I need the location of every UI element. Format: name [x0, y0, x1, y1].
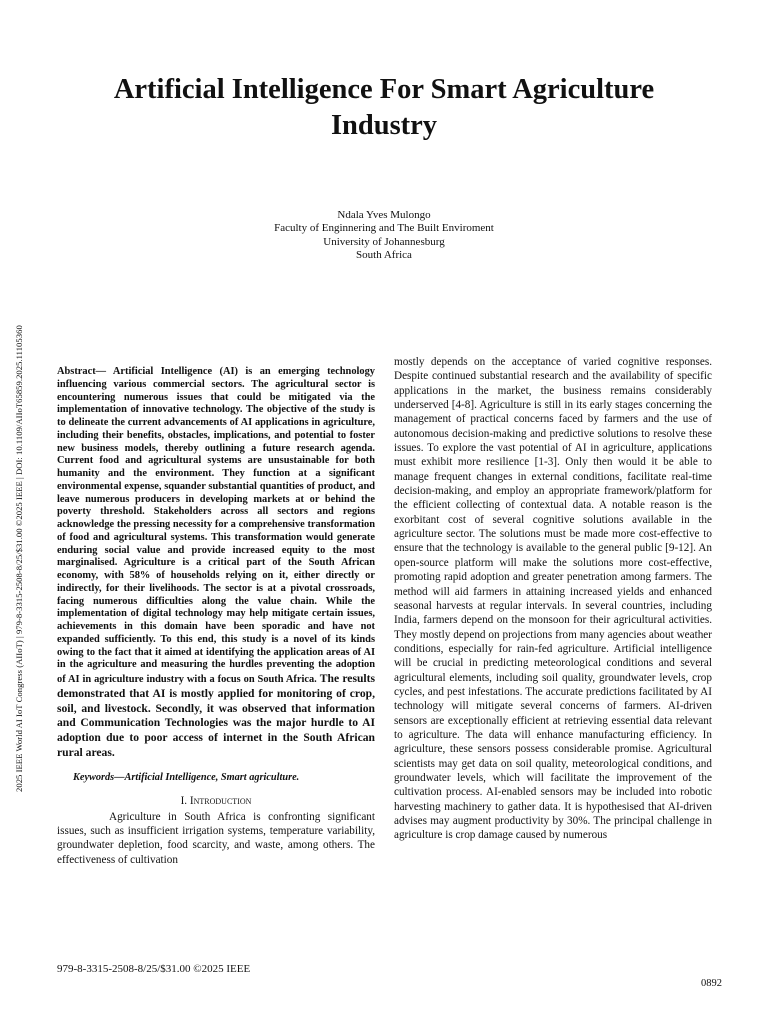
author-name: Ndala Yves Mulongo — [337, 209, 431, 221]
keywords: Keywords—Artificial Intelligence, Smart agriculture. — [73, 771, 300, 783]
section-heading-introduction: I. Introduction — [180, 794, 252, 807]
page-number: 0892 — [701, 978, 722, 989]
right-column — [394, 355, 712, 843]
abstract-results-text: The results demonstrated that AI is mostly applied for monitoring of crop, soil, and livestock. Secondly, it was observed that information and Communication Technologies was the major hurdle to AI adoption due to poor access of internet in the South African rural areas. — [57, 672, 376, 759]
abstract-main-text: Abstract— Artificial Intelligence (AI) is an emerging technology influencing various commercial sectors. The agricultural sector is encountering numerous issues that could be mitigated via the implementation of innovative technology. The objective of the study is to delineate the current advancements of AI applications in agriculture, including their benefits, obstacles, implications, and potential to foster new business models, thereby outlining a future research agenda. Current food and agricultural systems are unsustainable for both humanity and the environment. They function at a significant environmental expense, squander substantial quantities of product, and leave numerous producers in developing markets at or behind the poverty threshold. Stakeholders across all sectors and regions acknowledge the pressing necessity for a comprehensive transformation of food and agricultural systems. This transformation would generate enduring social value and provide increased equity to the most marginalised. Agriculture is a critical part of the South African economy, with 58% of households relying on it, either directly or indirectly, for their livelihoods. The sector is at a pivotal crossroads, facing numerous difficulties along the value chain. While the implementation of digital technology may help mitigate certain issues, achievements in this domain have been sporadic and have not expanded sufficiently. To this end, this study is a novel of its kinds owing to the fact that it aimed at identifying the application areas of AI in the agriculture and measuring the hurdles preventing the adoption of AI in agriculture industry with a focus on South Africa. — [57, 366, 375, 685]
left-column — [57, 366, 375, 867]
sidebar-citation-text: 2025 IEEE World AI IoT Congress (AIIoT) | 979-8-3315-2508-8/25/$31.00 ©2025 IEEE | DOI: 10.1109/AIIoT65859.2025.11105360 — [14, 325, 24, 792]
ieee-sidebar-citation — [13, 232, 25, 792]
abstract — [57, 366, 375, 761]
author-country: South Africa — [356, 249, 412, 262]
author-university: University of Johannesburg — [323, 235, 445, 248]
intro-paragraph-right: mostly depends on the acceptance of varied cognitive responses. Despite continued substantial research and the availability of specific applications in the market, the business remains considerably underserved [4-8]. Agriculture is still in its early stages concerning the management of practical concerns faced by farmers and the use of autonomous decision-making and predictive solutions to resolve these issues. To explore the vast potential of AI in agriculture, applications must exhibit more resilience [1-3]. Only then would it be able to manage frequent changes in external conditions, facilitate real-time decision-making, and employ an appropriate framework/platform for the efficient collecting of contextual data. A notable reason is the exorbitant cost of several cognitive solutions available in the agriculture sector. The solutions must be made more cost-effective to ensure that the technology is available to the general public [9-12]. An open-source platform will make the solutions more cost-effective, promoting rapid adoption and greater penetration among farmers. The method will aid farmers in attaining increased yields and enhanced seasonal harvests at regular intervals. In several countries, including India, farmers depend on the monsoon for their agricultural activities. They mostly depend on projections from many agencies about weather conditions, especially for rain-fed agriculture. Artificial intelligence will be crucial in predicting meteorological conditions and several agricultural elements, including soil quality, groundwater levels, crop cycles, and pest infestations. The accurate predictions facilitated by AI technology will mitigate several concerns of farmers. AI-driven sensors are exceptionally efficient at retrieving essential data relevant to agriculture. The data will enhance manufacturing efficiency. In agriculture, these sensors possess considerable promise. Agricultural scientists may get data on soil quality, meteorological conditions, and groundwater levels, which will facilitate the improvement of the cultivation process. AI-enabled sensors may be included into robotic harvesting machinery to gather data. It is hypothesised that AI-driven advises may augment productivity by 30%. The principal challenge in agriculture is crop damage caused by numerous — [394, 356, 712, 842]
footer-copyright: 979-8-3315-2508-8/25/$31.00 ©2025 IEEE — [57, 963, 251, 975]
paper-title: Artificial Intelligence For Smart Agriculture Industry — [113, 74, 655, 141]
author-affiliation: Faculty of Enginnering and The Built Enviroment — [274, 222, 494, 235]
intro-paragraph-left: Agriculture in South Africa is confronting significant issues, such as insufficient irrigation systems, temperature variability, groundwater depletion, food scarcity, and waste, among others. The effectiveness of cultivation — [57, 810, 375, 866]
author-block — [184, 209, 584, 263]
